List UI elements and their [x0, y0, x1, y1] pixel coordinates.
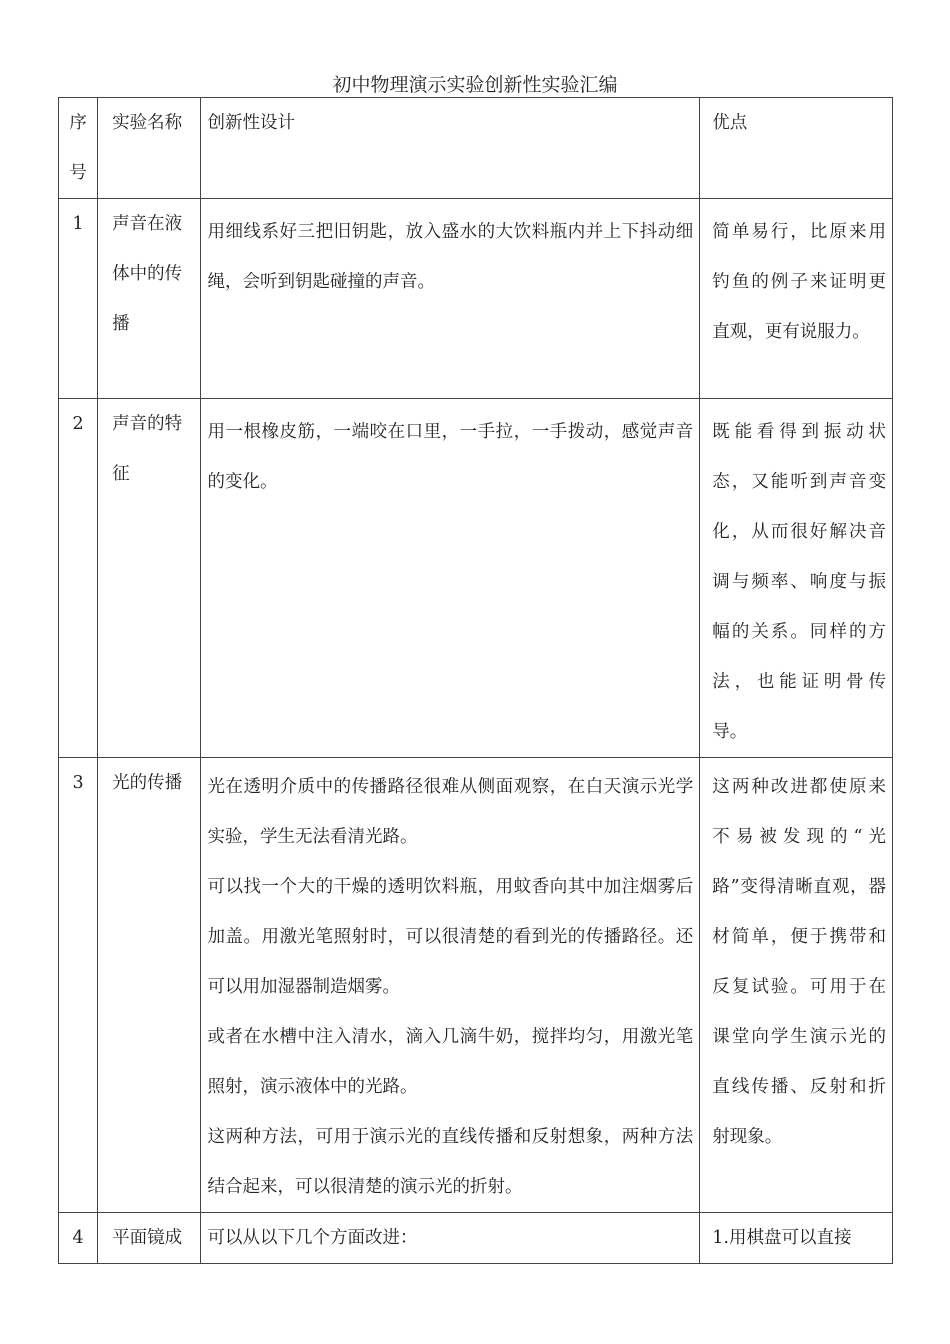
row-4-name: 平面镜成: [98, 1213, 200, 1264]
row-3-no: 3: [59, 758, 98, 1213]
row-1-design-p1: 用细线系好三把旧钥匙，放入盛水的大饮料瓶内并上下抖动细绳，会听到钥匙碰撞的声音。: [207, 222, 694, 292]
row-1-design: [200, 199, 700, 399]
header-advantage: 优点: [700, 98, 893, 199]
row-4-no: 4: [59, 1213, 98, 1264]
header-no-line2: 号: [69, 163, 87, 183]
row-2-advantage: 既能看得到振动状态，又能听到声音变化，从而很好解决音调与频率、响度与振幅的关系。同样的方法，也能证明骨传导。: [700, 399, 893, 758]
header-design: 创新性设计: [200, 98, 700, 199]
row-2-name: 声音的特征: [98, 399, 200, 758]
row-3-design-p3: 或者在水槽中注入清水，滴入几滴牛奶，搅拌均匀，用激光笔照射，演示液体中的光路。: [207, 1027, 694, 1097]
row-3-design-p1: 光在透明介质中的传播路径很难从侧面观察，在白天演示光学实验，学生无法看清光路。: [207, 777, 694, 847]
row-1-name: 声音在液体中的传播: [98, 199, 200, 399]
document-title: 初中物理演示实验创新性实验汇编: [332, 74, 618, 96]
header-no-line1: 序: [69, 113, 87, 133]
row-3-design-p2: 可以找一个大的干燥的透明饮料瓶，用蚊香向其中加注烟雾后加盖。用激光笔照射时，可以很清楚的看到光的传播路径。还可以用加湿器制造烟雾。: [207, 877, 694, 997]
header-name: 实验名称: [98, 98, 200, 199]
row-2-no: 2: [59, 399, 98, 758]
row-4-design: [200, 1213, 700, 1264]
row-4-advantage: 1.用棋盘可以直接: [700, 1213, 893, 1264]
row-1-advantage: 简单易行，比原来用钓鱼的例子来证明更直观，更有说服力。: [700, 199, 893, 399]
table-header-row: [59, 98, 893, 199]
table-row: [59, 1213, 893, 1264]
row-2-design: [200, 399, 700, 758]
row-3-design: [200, 758, 700, 1213]
table-row: [59, 199, 893, 399]
row-3-design-p4: 这两种方法，可用于演示光的直线传播和反射想象，两种方法结合起来，可以很清楚的演示光的折射。: [207, 1127, 694, 1197]
experiment-table: [58, 97, 893, 1264]
table-row: [59, 758, 893, 1213]
row-1-no: 1: [59, 199, 98, 399]
row-2-design-p1: 用一根橡皮筋，一端咬在口里，一手拉，一手拨动，感觉声音的变化。: [207, 422, 694, 492]
row-3-advantage: 这两种改进都使原来不易被发现的“光路”变得清晰直观，器材简单，便于携带和反复试验。可用于在课堂向学生演示光的直线传播、反射和折射现象。: [700, 758, 893, 1213]
row-4-design-p1: 可以从以下几个方面改进：: [207, 1228, 418, 1248]
header-no: [59, 98, 98, 199]
row-3-name: 光的传播: [98, 758, 200, 1213]
table-row: [59, 399, 893, 758]
